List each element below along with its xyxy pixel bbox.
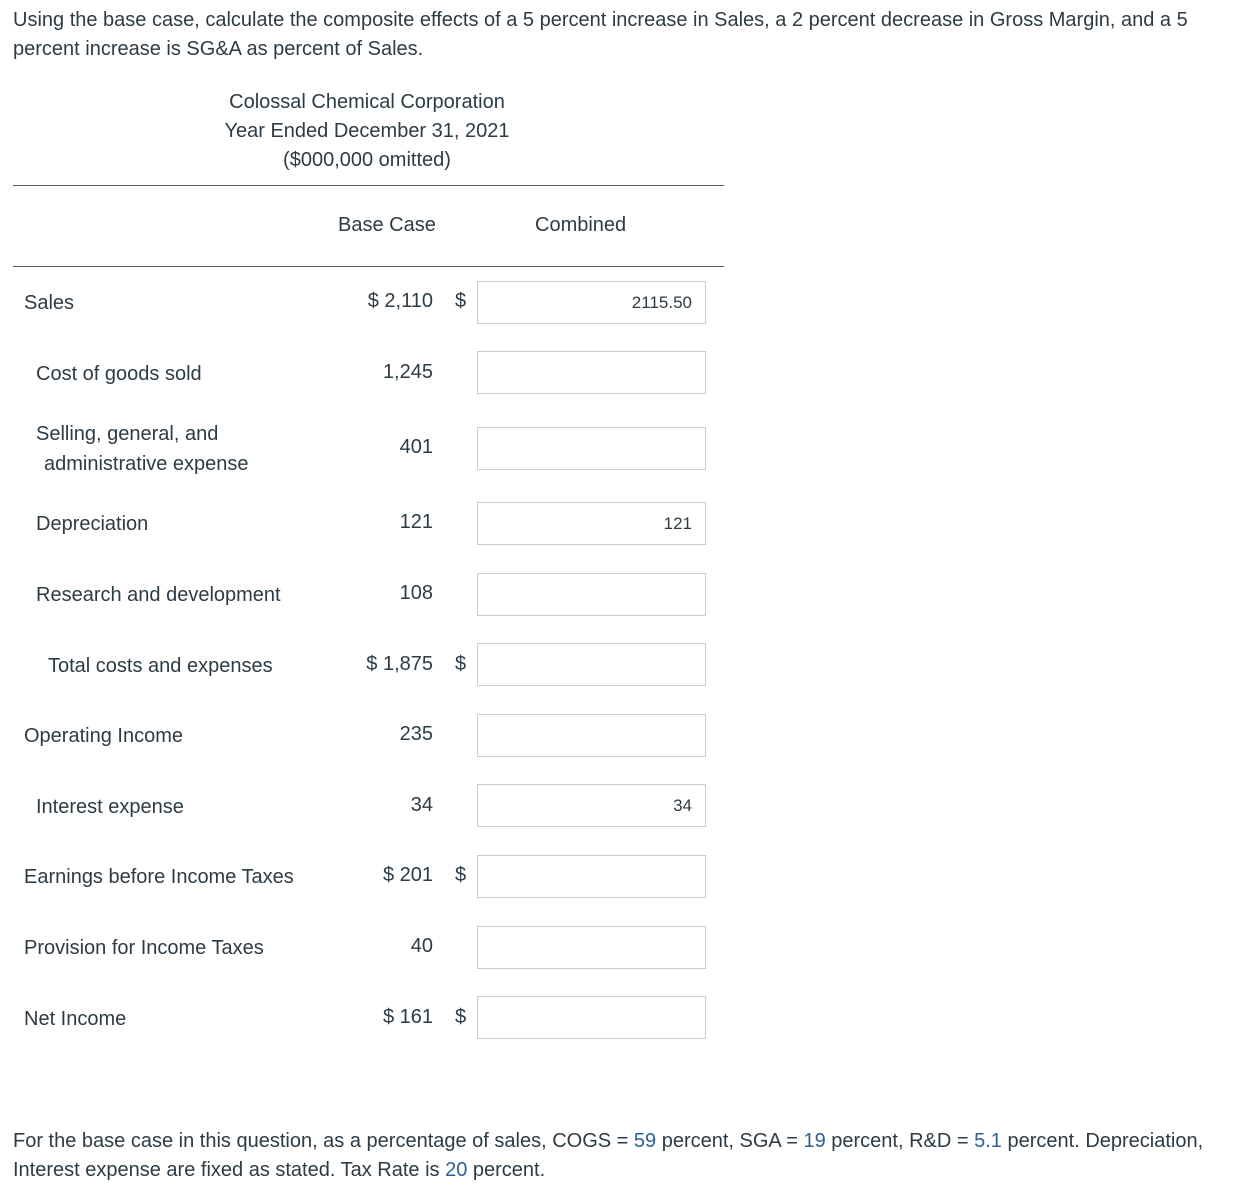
- note-text-1: For the base case in this question, as a percentage of sales, COGS =: [13, 1130, 634, 1152]
- assumptions-note: [13, 1127, 1233, 1185]
- row-label-operating-income: Operating Income: [24, 725, 183, 747]
- base-value-depreciation: 121: [399, 511, 433, 533]
- statement-units: ($000,000 omitted): [283, 149, 451, 171]
- row-label-total-costs: Total costs and expenses: [48, 655, 273, 677]
- base-value-net-income: $ 161: [382, 1006, 433, 1028]
- row-label-net-income: Net Income: [24, 1008, 127, 1030]
- statement-period: Year Ended December 31, 2021: [224, 120, 510, 142]
- base-value-earnings-before-taxes: $ 201: [382, 864, 433, 886]
- row-label-earnings-before-taxes: Earnings before Income Taxes: [24, 866, 294, 888]
- base-value-sales: $ 2,110: [367, 290, 433, 312]
- combined-input-net-income[interactable]: [477, 996, 706, 1039]
- base-value-research-development: 108: [399, 582, 433, 604]
- base-value-total-costs: $ 1,875: [366, 653, 433, 675]
- note-text-5: Interest expense are fixed as stated. Tax Rate is: [13, 1159, 446, 1181]
- base-value-operating-income: 235: [399, 723, 433, 745]
- header-top-rule: [13, 185, 724, 186]
- note-rd-value: 5.1: [974, 1130, 1002, 1152]
- combined-input-cogs[interactable]: [477, 351, 706, 394]
- combined-input-total-costs[interactable]: [477, 643, 706, 686]
- combined-input-sales[interactable]: [477, 281, 706, 324]
- base-value-sga: 401: [399, 436, 433, 458]
- column-header-base-case: Base Case: [338, 214, 436, 236]
- question-line-1: Using the base case, calculate the composite effects of a 5 percent increase in Sales, a 2 percent decrease in Gross Margin, and a 5: [13, 9, 1188, 31]
- header-bottom-rule: [13, 266, 724, 267]
- note-text-3: percent, R&D =: [825, 1130, 975, 1152]
- row-label-sales: Sales: [24, 292, 75, 314]
- combined-input-sga[interactable]: [477, 427, 706, 470]
- row-label-sga-line-2: administrative expense: [44, 453, 249, 475]
- note-text-4: percent. Depreciation,: [1001, 1130, 1204, 1152]
- question-line-2: percent increase is SG&A as percent of Sales.: [13, 38, 424, 60]
- combined-input-provision-taxes[interactable]: [477, 926, 706, 969]
- note-cogs-value: 59: [633, 1130, 657, 1152]
- base-value-interest-expense: 34: [410, 794, 433, 816]
- row-label-research-development: Research and development: [36, 584, 281, 606]
- base-value-provision-taxes: 40: [410, 935, 433, 957]
- combined-input-earnings-before-taxes[interactable]: [477, 855, 706, 898]
- note-text-6: percent.: [467, 1159, 546, 1181]
- base-value-cogs: 1,245: [382, 361, 433, 383]
- dollar-sign-net-income: $: [455, 1006, 467, 1028]
- question-text: [13, 6, 1228, 64]
- statement-header: [210, 88, 524, 175]
- dollar-sign-earnings-before-taxes: $: [455, 864, 467, 886]
- company-name: Colossal Chemical Corporation: [229, 91, 505, 113]
- combined-input-research-development[interactable]: [477, 573, 706, 616]
- dollar-sign-total-costs: $: [455, 653, 467, 675]
- row-label-interest-expense: Interest expense: [36, 796, 184, 818]
- note-sga-value: 19: [803, 1130, 826, 1152]
- note-tax-value: 20: [445, 1159, 468, 1181]
- combined-input-operating-income[interactable]: [477, 714, 706, 757]
- column-header-combined: Combined: [535, 214, 627, 236]
- combined-input-depreciation[interactable]: [477, 502, 706, 545]
- row-label-cogs: Cost of goods sold: [36, 363, 202, 385]
- row-label-sga-line-1: Selling, general, and: [36, 423, 219, 445]
- combined-input-interest-expense[interactable]: [477, 784, 706, 827]
- note-text-2: percent, SGA =: [656, 1130, 804, 1152]
- row-label-depreciation: Depreciation: [36, 513, 149, 535]
- row-label-provision-taxes: Provision for Income Taxes: [24, 937, 264, 959]
- row-label-sga: [36, 419, 249, 479]
- dollar-sign-sales: $: [455, 290, 467, 312]
